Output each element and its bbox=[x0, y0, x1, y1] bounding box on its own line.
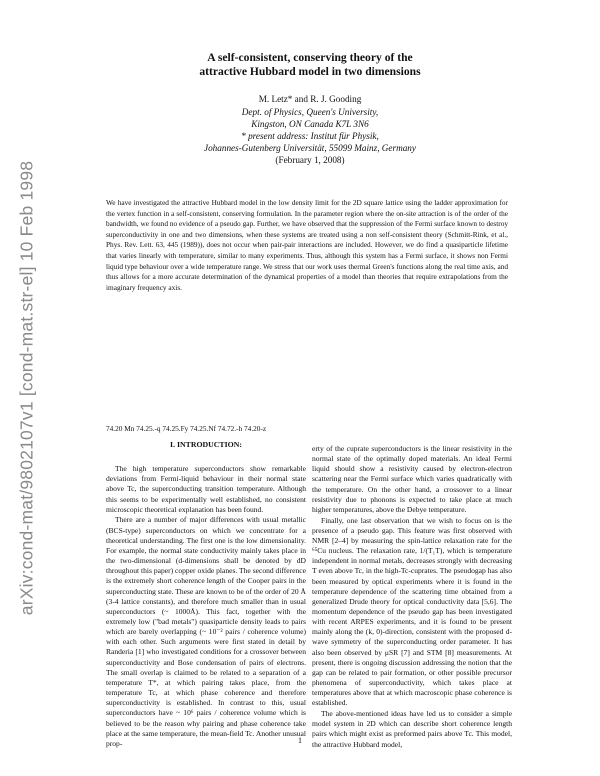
paragraph: Finally, one last observation that we wish to focus on is the presence of a pseudo gap. This feature was first observed with NMR [2–4] by measuring the spin-lattice relaxation rate for the ⁶⁵Cu nucleus. The relaxation rate, 1/(T₁T), which is temperature independent in normal metals, decreases strongly with decreasing T even above Tc, in the high-Tc-cuprates. The pseudogap has also been measured by optical experiments where it is found in the temperature dependence of the scattering time obtained from a generalized Drude theory for optical conductivity data [5,6]. The momentum dependence of the pseudo gap has been investigated with recent ARPES experiments, and it is found to be present mainly along the (k, 0)-direction, consistent with the proposed d-wave symmetry of the superconducting order parameter. It has also been observed by μSR [7] and STM [8] measurements. At present, there is ongoing discussion addressing the notion that the gap can be related to pair formation, or other possible precursor phenomena of superconductivity, which takes place at temperatures above that at which macroscopic phase coherence is established. bbox=[312, 515, 512, 708]
affiliation-line-3: * present address: Institut für Physik, bbox=[241, 131, 379, 141]
affiliation-line-4: Johannes-Gutenberg Universität, 55099 Mainz, Germany bbox=[204, 143, 416, 153]
title-line-1: A self-consistent, conserving theory of the bbox=[207, 51, 413, 64]
pacs-codes: 74.20 Mn 74.25.-q 74.25.Fy 74.25.Nf 74.72.-h 74.20-z bbox=[106, 424, 267, 433]
abstract bbox=[106, 198, 508, 293]
paper-date: (February 1, 2008) bbox=[275, 155, 345, 165]
paragraph: erty of the cuprate superconductors is the linear resistivity in the normal state of the optimally doped materials. An ideal Fermi liquid should show a resistivity caused by electron-electron scattering near the Fermi surface which varies quadratically with the temperature. On the other hand, a crossover to a linear resistivity due to phonons is expected to take place at much higher temperatures, above the Debye temperature. bbox=[312, 444, 512, 514]
arxiv-sidebar-stamp bbox=[10, 118, 44, 658]
paper-title bbox=[110, 51, 510, 79]
author-block bbox=[110, 93, 510, 166]
author-names: M. Letz* and R. J. Gooding bbox=[258, 94, 362, 104]
title-line-2: attractive Hubbard model in two dimensions bbox=[199, 65, 421, 78]
section-heading: I. INTRODUCTION: bbox=[170, 440, 242, 449]
affiliation-line-2: Kingston, ON Canada K7L 3N6 bbox=[251, 119, 369, 129]
left-column bbox=[106, 440, 306, 750]
arxiv-identifier: arXiv:cond-mat/9802107v1 [cond-mat.str-el] 10 Feb 1998 bbox=[16, 160, 37, 616]
paragraph: There are a number of major differences with usual metallic (BCS-type) superconductors on which we concentrate for a theoretical understanding. The first one is the low dimensionality. For example, the normal state conductivity mainly takes place in the two-dimensional (d-dimensions shall be denoted by dD throughout this paper) copper oxide planes. The second difference is the extremely short coherence length of the Cooper pairs in the superconducting state. These are known to be of the order of 20 Å (3-4 lattice constants), and therefore much smaller than in usual superconductors (~ 1000Å). This fact, together with the extremely low ("bad metals") quasiparticle density leads to pairs which are barely overlapping (~ 10⁻² pairs / coherence volume) with each other. Such arguments were first stated in detail by Randeria [1] who investigated conditions for a crossover between superconductivity and Bose condensation of pairs of electrons. The small overlap is claimed to be related to a separation of a temperature T*, at which pairing takes place, from the temperature Tc, at which phase coherence and therefore superconductivity is established. In contrast to this, usual superconductors have ~ 10⁶ pairs / coherence volume which is believed to be the reason why pairing and phase coherence take place at the same temperature, the mean-field Tc. Another unusual prop- bbox=[106, 515, 306, 748]
affiliation-line-1: Dept. of Physics, Queen's University, bbox=[241, 107, 379, 117]
abstract-text: We have investigated the attractive Hubbard model in the low density limit for the 2D square lattice using the ladder approximation for the vertex function in a self-consistent, conserving formulation. In the parameter region where the on-site attraction is of the order of the bandwidth, we found no evidence of a pseudo gap. Further, we have observed that the suppression of the Fermi surface known to destroy superconductivity in one and two dimensions, when these systems are treated using a non self-consistent theory (Schmitt-Rink, et al., Phys. Rev. Lett. 63, 445 (1989)), does not occur when pair-pair interactions are included. However, we do find a quasiparticle lifetime that varies linearly with temperature, similar to many experiments. Thus, although this system has a Fermi surface, it shows non Fermi liquid type behaviour over a wide temperature range. We stress that our work uses thermal Green's functions along the real time axis, and thus allows for a more accurate determination of the dynamical properties of a model than theories that require extrapolations from the imaginary frequency axis. bbox=[106, 198, 508, 292]
right-column bbox=[312, 444, 512, 750]
page-number: 1 bbox=[298, 736, 302, 745]
paragraph: The above-mentioned ideas have led us to consider a simple model system in 2D which can describe short coherence length pairs which might exist as preformed pairs above Tc. This model, the attractive Hubbard model, bbox=[312, 709, 512, 749]
paragraph: The high temperature superconductors show remarkable deviations from Fermi-liquid behaviour in their normal state above Tc, the superconducting transition temperature. Although this seems to be experimentally well established, no consistent microscopic theoretical explanation has been found. bbox=[106, 464, 306, 514]
